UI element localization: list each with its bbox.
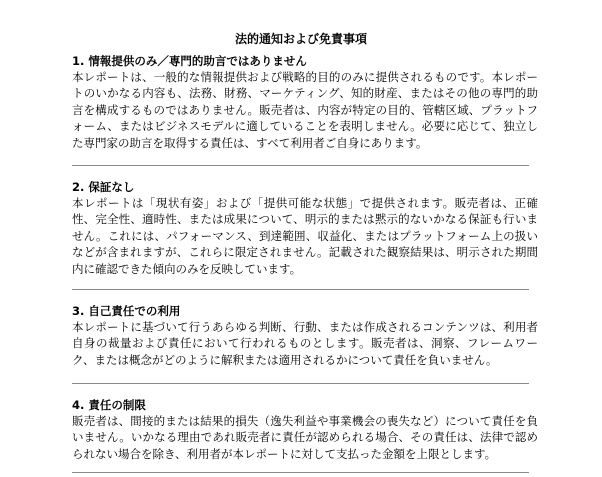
- section-heading: 4. 責任の制限: [72, 398, 146, 412]
- section-divider: [72, 472, 529, 473]
- section-no-warranty: [72, 179, 538, 277]
- section-body: 本レポートに基づいて行うあらゆる判断、行動、または作成されるコンテンツは、利用者自身の裁量および責任において行われるものとします。販売者は、洞察、フレームワーク、または概念がどのように解釈または適用されるかについて責任を負いません。: [72, 320, 538, 367]
- section-use-at-own-risk: [72, 303, 538, 368]
- document-title: 法的通知および免責事項: [234, 32, 367, 46]
- section-information-only: [72, 53, 538, 151]
- section-divider: [72, 383, 529, 384]
- section-limitation-of-liability: [72, 397, 538, 462]
- section-body: 販売者は、間接的または結果的損失（逸失利益や事業機会の喪失など）について責任を負いません。いかなる理由であれ販売者に責任が認められる場合、その責任は、法律で認められない場合を除き、利用者が本レポートに対して支払った金額を上限とします。: [72, 414, 538, 461]
- section-divider: [72, 165, 529, 166]
- section-heading: 1. 情報提供のみ／専門的助言ではありません: [72, 54, 307, 68]
- section-heading: 3. 自己責任での利用: [72, 304, 181, 318]
- section-body: 本レポートは、一般的な情報提供および戦略的目的のみに提供されるものです。本レポートのいかなる内容も、法務、財務、マーケティング、知的財産、またはその他の専門的助言を構成するものではありません。販売者は、内容が特定の目的、管轄区域、プラットフォーム、またはビジネスモデルに適していることを表明しません。必要に応じて、独立した専門家の助言を取得する責任は、すべて利用者ご自身にあります。: [72, 70, 538, 150]
- section-heading: 2. 保証なし: [72, 180, 135, 194]
- section-body: 本レポートは「現状有姿」および「提供可能な状態」で提供されます。販売者は、正確性、完全性、適時性、または成果について、明示的または黙示的ないかなる保証も行いません。これには、パフォーマンス、到達範囲、収益化、またはプラットフォーム上の扱いなどが含まれますが、これらに限定されません。記載された観察結果は、明示された期間内に確認できた傾向のみを反映しています。: [72, 196, 538, 276]
- section-divider: [72, 289, 529, 290]
